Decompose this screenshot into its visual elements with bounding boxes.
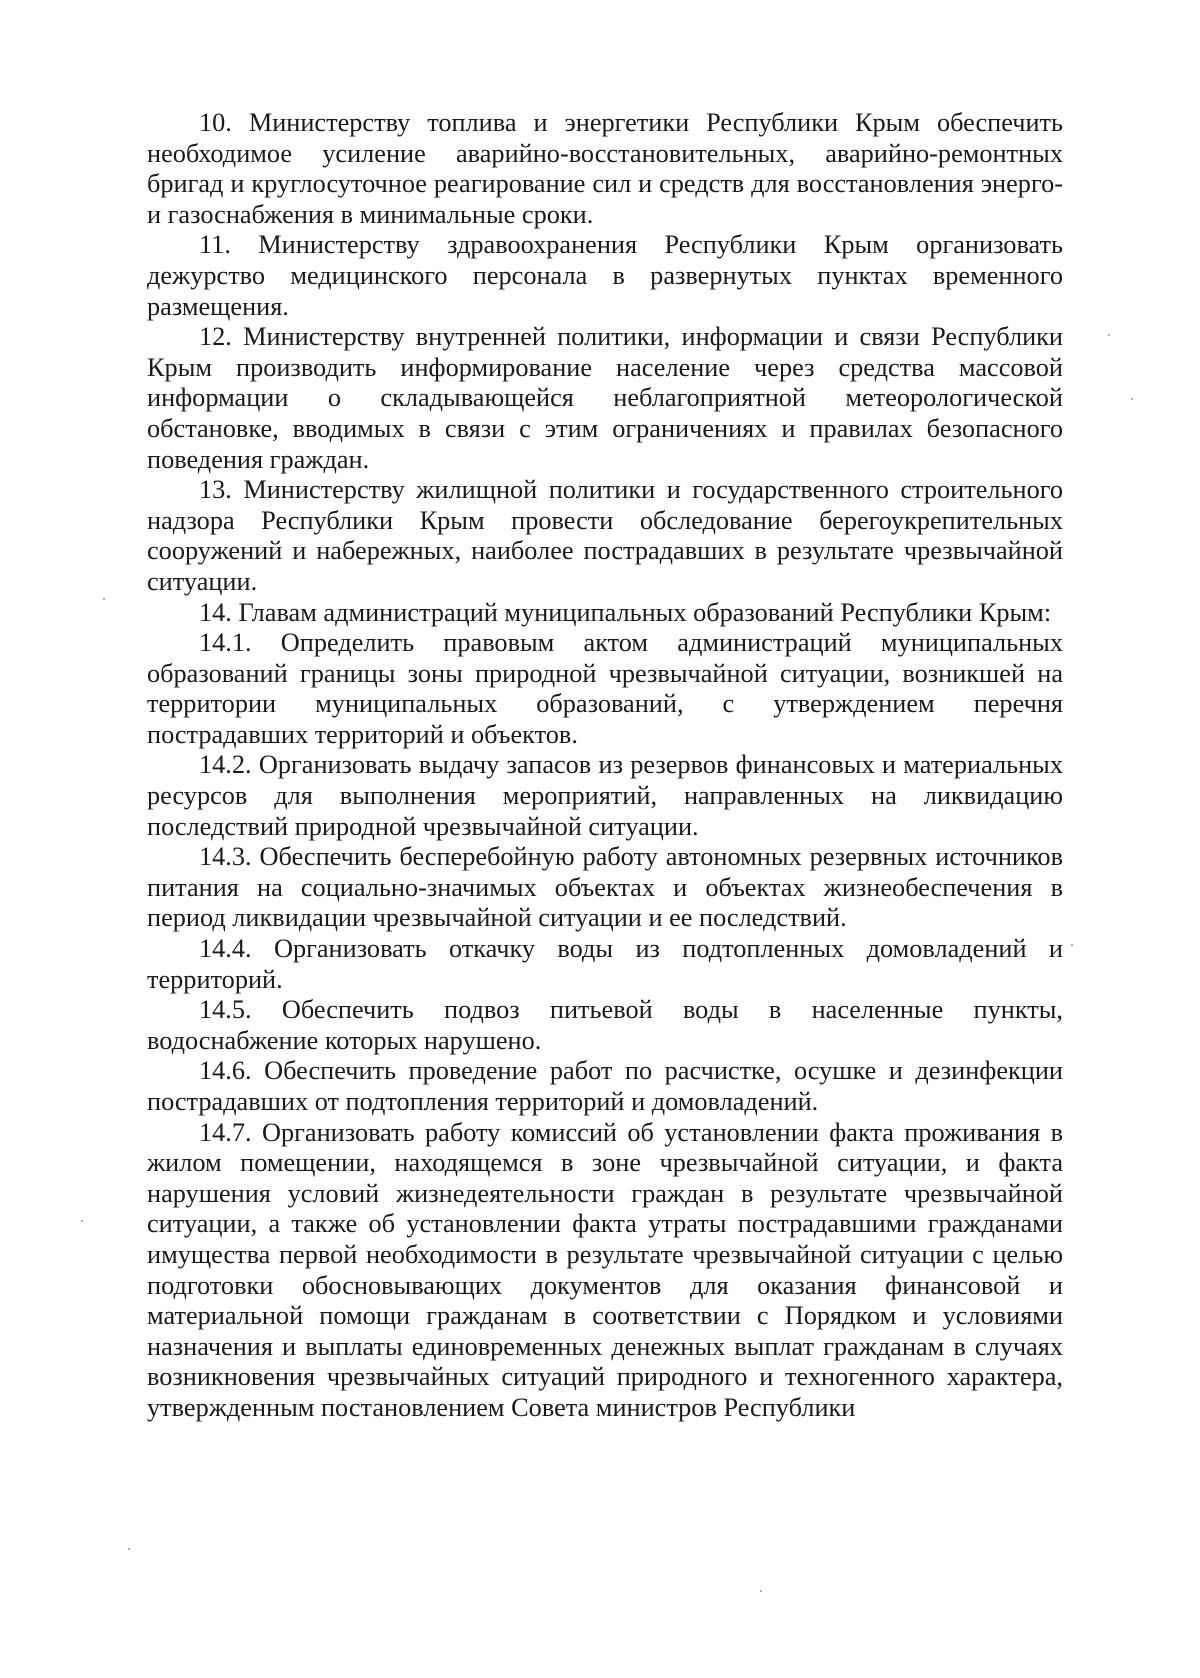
paragraph-11: 11. Министерству здравоохранения Республики Крым организовать дежурство медицинского персонала в развернутых пунктах временного размещения. [147, 230, 1063, 321]
paragraph-14-2: 14.2. Организовать выдачу запасов из резервов финансовых и материальных ресурсов для выполнения мероприятий, направленных на ликвидацию последствий природной чрезвычайной ситуации. [147, 750, 1063, 841]
paragraph-14-6: 14.6. Обеспечить проведение работ по расчистке, осушке и дезинфекции пострадавших от подтопления территорий и домовладений. [147, 1056, 1063, 1116]
scan-speck [1108, 334, 1110, 336]
paragraph-14-3: 14.3. Обеспечить бесперебойную работу автономных резервных источников питания на социально-значимых объектах и объектах жизнеобеспечения в период ликвидации чрезвычайной ситуации и ее последствий. [147, 842, 1063, 933]
paragraph-14-7: 14.7. Организовать работу комиссий об установлении факта проживания в жилом помещении, находящемся в зоне чрезвычайной ситуации, и факта нарушения условий жизнедеятельности граждан в результате чрезвычайной ситуации, а также об установлении факта утраты пострадавшими гражданами имущества первой необходимости в результате чрезвычайной ситуации с целью подготовки обосновывающих документов для оказания финансовой и материальной помощи гражданам в соответствии с Порядком и условиями назначения и выплаты единовременных денежных выплат гражданам в случаях возникновения чрезвычайных ситуаций природного и техногенного характера, утвержденным постановлением Совета министров Республики [147, 1117, 1063, 1422]
scan-speck [760, 1590, 762, 1592]
scan-speck [128, 1548, 130, 1550]
paragraph-12: 12. Министерству внутренней политики, информации и связи Республики Крым производить информирование население через средства массовой информации о складывающейся неблагоприятной метеорологической обстановке, вводимых в связи с этим ограничениях и правилах безопасного поведения граждан. [147, 322, 1063, 474]
document-body [147, 108, 1063, 1424]
scan-speck [1071, 944, 1073, 946]
paragraph-13: 13. Министерству жилищной политики и государственного строительного надзора Республики Крым провести обследование берегоукрепительных сооружений и набережных, наиболее пострадавших в результате чрезвычайной ситуации. [147, 475, 1063, 596]
paragraph-14: 14. Главам администраций муниципальных образований Республики Крым: [199, 597, 1052, 627]
scan-speck [81, 1220, 83, 1222]
scan-speck [1131, 398, 1133, 400]
paragraph-14-5: 14.5. Обеспечить подвоз питьевой воды в населенные пункты, водоснабжение которых нарушено. [147, 995, 1063, 1055]
paragraph-10: 10. Министерству топлива и энергетики Республики Крым обеспечить необходимое усиление аварийно-восстановительных, аварийно-ремонтных бригад и круглосуточное реагирование сил и средств для восстановления энерго- и газоснабжения в минимальные сроки. [147, 108, 1063, 229]
scan-speck [103, 598, 105, 600]
paragraph-14-4: 14.4. Организовать откачку воды из подтопленных домовладений и территорий. [147, 934, 1063, 994]
paragraph-14-1: 14.1. Определить правовым актом администраций муниципальных образований границы зоны природной чрезвычайной ситуации, возникшей на территории муниципальных образований, с утверждением перечня пострадавших территорий и объектов. [147, 628, 1063, 749]
